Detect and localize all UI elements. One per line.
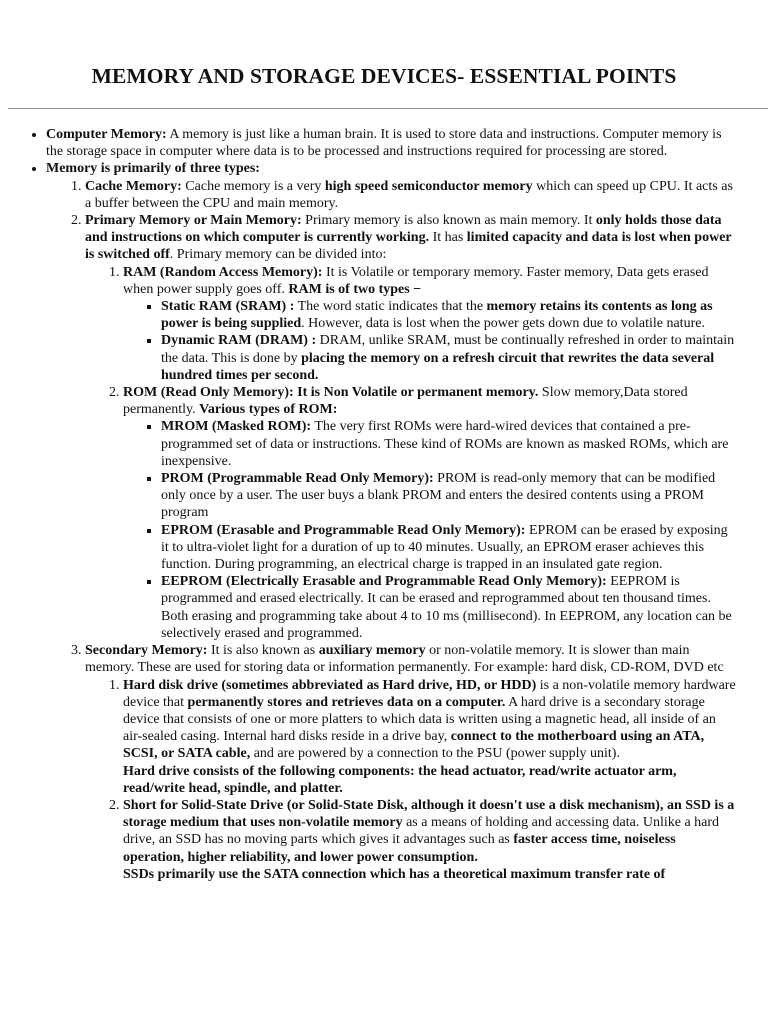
ssd-sata: SSDs primarily use the SATA connection which has a theoretical maximum transfer rate of: [123, 866, 666, 882]
list-item-memory-types: [46, 160, 738, 883]
eprom-text: EPROM can be erased by exposing it to ultra-violet light for a duration of up to 40 minutes. Usually, an EPROM eraser achieves this function. During programming, an electrical charge is trapped in an insulated gate region.: [161, 522, 728, 573]
page-title: MEMORY AND STORAGE DEVICES- ESSENTIAL POINTS: [91, 64, 677, 88]
list-item-eeprom: [161, 573, 738, 642]
list-item-ram: [123, 264, 738, 384]
hdd-bold-1: permanently stores and retrieves data on a computer.: [187, 694, 506, 710]
primary-text-2: It has: [429, 230, 467, 246]
list-item-computer-memory: [46, 126, 738, 160]
term-ssd: Short for Solid-State Drive (or Solid-State Disk, although it doesn't use a disk mechanism), an SSD is a storage medium that uses non-volatile memory: [123, 797, 735, 831]
primary-text-1: Primary memory is also known as main memory. It: [301, 213, 596, 229]
term-ram: RAM (Random Access Memory):: [123, 264, 323, 280]
term-rom: ROM (Read Only Memory): It is Non Volatile or permanent memory.: [123, 385, 539, 401]
list-item-prom: [161, 470, 738, 522]
list-item-ssd: [123, 797, 738, 883]
secondary-bold-1: auxiliary memory: [318, 643, 426, 659]
rom-bold-1: Various types of ROM:: [199, 402, 338, 418]
eeprom-text: EEPROM is programmed and erased electrically. It can be erased and reprogrammed about ten thousand times. Both erasing and programming take about 4 to 10 ms (millisecond). In EEPROM, any location can be selectively erased and programmed.: [161, 574, 732, 641]
secondary-text-2: or non-volatile memory. It is slower than main memory. These are used for storing data or information permanently. For example: hard disk, CD-ROM, DVD etc: [85, 643, 724, 676]
mrom-text: The very first ROMs were hard-wired devices that contained a pre-programmed set of data or instructions. These kind of ROMs are known as masked ROMs, which are inexpensive.: [161, 419, 729, 469]
term-dram: Dynamic RAM (DRAM) :: [161, 333, 317, 349]
memory-types-heading: Memory is primarily of three types:: [46, 161, 260, 177]
term-hard-disk: Hard disk drive (sometimes abbreviated as Hard drive, HD, or HDD): [123, 677, 537, 693]
term-prom: PROM (Programmable Read Only Memory):: [161, 471, 434, 487]
term-secondary-memory: Secondary Memory:: [85, 643, 208, 659]
sram-text-1: The word static indicates that the: [294, 299, 487, 315]
list-item-cache-memory: [85, 178, 738, 212]
sram-bold-1: memory retains its contents as long as power is being supplied: [161, 299, 713, 332]
cache-bold-1: high speed semiconductor memory: [324, 178, 533, 194]
list-item-sram: [161, 298, 738, 332]
list-item-dram: [161, 332, 738, 384]
term-eeprom: EEPROM (Electrically Erasable and Programmable Read Only Memory):: [161, 574, 607, 590]
primary-bold-2: limited capacity and data is lost when power is switched off: [85, 230, 732, 263]
list-item-secondary-memory: [85, 642, 738, 883]
term-cache-memory: Cache Memory:: [85, 178, 182, 194]
secondary-text-1: It is also known as: [207, 643, 319, 659]
list-item-rom: [123, 384, 738, 642]
ram-types-list: [123, 298, 738, 384]
computer-memory-text: A memory is just like a human brain. It is used to store data and instructions. Computer memory is the storage space in computer where data is to be processed and instructions required for processing are stored.: [46, 127, 722, 160]
term-sram: Static RAM (SRAM) :: [161, 299, 295, 315]
list-item-mrom: [161, 418, 738, 470]
ram-bold-1: RAM is of two types −: [288, 281, 422, 297]
cache-text-1: Cache memory is a very: [181, 178, 325, 194]
term-eprom: EPROM (Erasable and Programmable Read Only Memory):: [161, 522, 526, 538]
rom-text-1: Slow memory,Data stored permanently.: [123, 385, 688, 418]
rom-types-list: [123, 418, 738, 642]
dram-text-1: DRAM, unlike SRAM, must be continually refreshed in order to maintain the data. This is done by: [161, 333, 735, 366]
primary-bold-1: only holds those data and instructions on which computer is currently working.: [85, 213, 722, 246]
hdd-text-1: is a non-volatile memory hardware device that: [123, 677, 736, 710]
hdd-components: Hard drive consists of the following components: the head actuator, read/write actuator arm, read/write head, spindle, and platter.: [123, 763, 677, 796]
hdd-text-2: A hard drive is a secondary storage device that consists of one or more platters to which data is written using a magnetic head, all inside of an air-sealed casing. Internal hard disks reside in a drive bay,: [123, 694, 716, 745]
primary-text-3: . Primary memory can be divided into:: [169, 247, 387, 263]
memory-types-list: [46, 178, 738, 883]
sram-text-2: . However, data is lost when the power gets down due to volatile nature.: [301, 316, 705, 332]
term-mrom: MROM (Masked ROM):: [161, 419, 312, 435]
prom-text: PROM is read-only memory that can be modified only once by a user. The user buys a blank PROM and enters the desired contents using a PROM program: [161, 471, 716, 521]
cache-text-2: which can speed up CPU. It acts as a buffer between the CPU and main memory.: [85, 178, 733, 211]
ssd-bold-1: faster access time, noiseless operation, higher reliability, and lower power consumption.: [123, 832, 676, 865]
top-bullet-list: [0, 126, 768, 883]
list-item-hard-disk: [123, 677, 738, 797]
hdd-text-3: and are powered by a connection to the PSU (power supply unit).: [250, 746, 620, 762]
ram-text-1: It is Volatile or temporary memory. Faster memory, Data gets erased when power supply goes off.: [123, 264, 709, 297]
primary-memory-list: [85, 264, 738, 642]
list-item-primary-memory: [85, 212, 738, 642]
document-body: [0, 126, 768, 883]
secondary-memory-list: [85, 677, 738, 883]
ssd-text-1: as a means of holding and accessing data. Unlike a hard drive, an SSD has no moving parts which gives it advantages such as: [123, 815, 720, 848]
list-item-eprom: [161, 522, 738, 574]
term-computer-memory: Computer Memory:: [46, 127, 167, 142]
dram-bold-1: placing the memory on a refresh circuit that rewrites the data several hundred times per second.: [161, 350, 715, 383]
term-primary-memory: Primary Memory or Main Memory:: [85, 213, 302, 229]
hdd-bold-2: connect to the motherboard using an ATA, SCSI, or SATA cable,: [123, 729, 705, 762]
title-divider: [8, 108, 768, 109]
